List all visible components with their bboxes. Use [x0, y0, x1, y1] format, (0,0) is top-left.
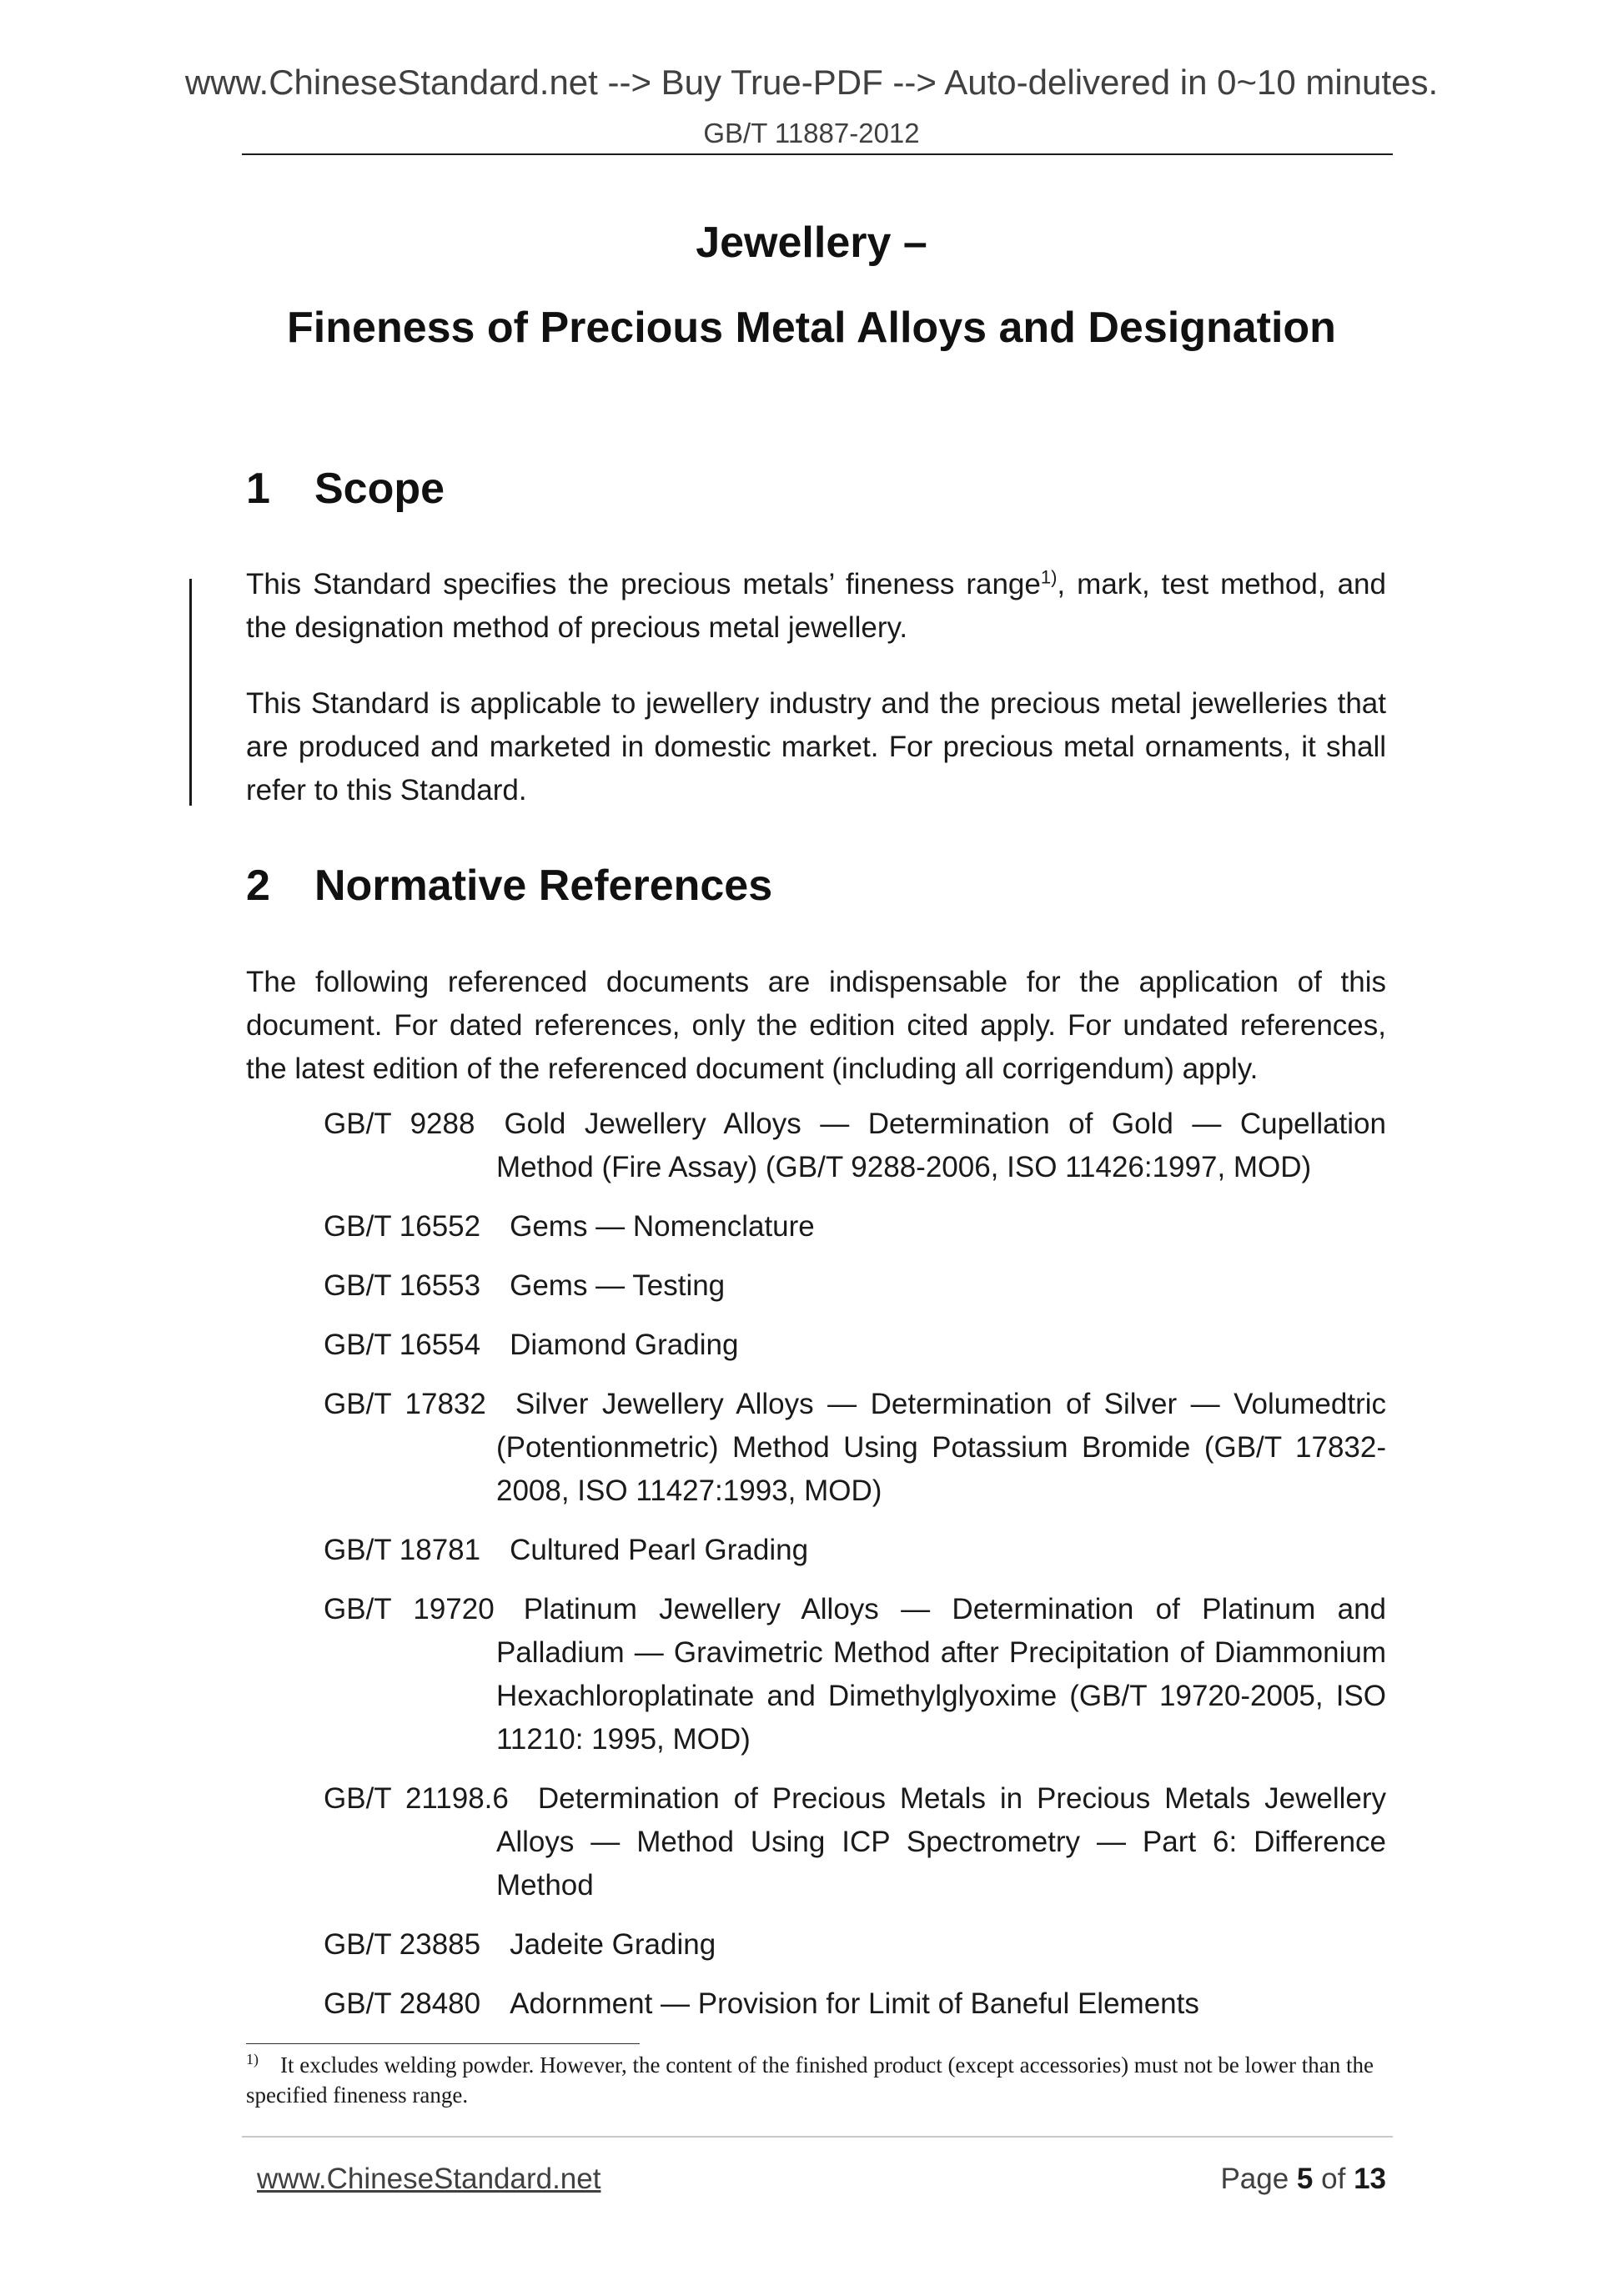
reference-code: GB/T 16552: [324, 1210, 481, 1243]
standard-code-header: GB/T 11887-2012: [703, 118, 920, 148]
current-page: 5: [1296, 2163, 1314, 2195]
reference-code: GB/T 21198.6: [324, 1782, 509, 1815]
reference-title: Adornment — Provision for Limit of Baneful Elements: [510, 1987, 1199, 2020]
reference-code: GB/T 16554: [324, 1329, 481, 1361]
reference-code: GB/T 23885: [324, 1928, 481, 1961]
scope-paragraph-2: This Standard is applicable to jewellery industry and the precious metal jewelleries that are produced and marketed in domestic market. For precious metal ornaments, it shall refer to this Standard.: [246, 687, 1386, 806]
reference-item: [324, 1923, 1386, 1967]
reference-title: Platinum Jewellery Alloys — Determination of Platinum and Palladium — Gravimetric Method after Precipitation of Diammonium Hexachloroplatinate and Dimethylglyoxime (GB/T 19720-2005, ISO 11210: 1995, MOD): [496, 1593, 1387, 1756]
footnote-mark: 1): [246, 2051, 259, 2067]
reference-item: [324, 1103, 1386, 1189]
section-2-number: 2: [246, 862, 270, 910]
reference-title: Cultured Pearl Grading: [510, 1534, 809, 1566]
reference-title: Diamond Grading: [510, 1329, 739, 1361]
reference-code: GB/T 9288: [324, 1108, 475, 1140]
reference-title: Gold Jewellery Alloys — Determination of Gold — Cupellation Method (Fire Assay) (GB/T 9288-2006, ISO 11426:1997, MOD): [496, 1108, 1386, 1183]
document-title-line1: Jewellery –: [696, 219, 927, 267]
reference-code: GB/T 17832: [324, 1388, 486, 1420]
footnote-reference: 1): [1040, 566, 1058, 588]
document-title-line2: Fineness of Precious Metal Alloys and Designation: [287, 304, 1336, 352]
normative-references-intro: The following referenced documents are indispensable for the application of this document. For dated references, only the edition cited apply. For undated references, the latest edition of the referenced document (including all corrigendum) apply.: [246, 966, 1386, 1085]
footnote-separator: [246, 2043, 640, 2044]
reference-item: [324, 1264, 1386, 1308]
reference-code: GB/T 18781: [324, 1534, 481, 1566]
reference-code: GB/T 19720: [324, 1593, 495, 1625]
reference-item: [324, 1324, 1386, 1367]
reference-item: [324, 1529, 1386, 1572]
section-2-title: Normative References: [314, 862, 773, 910]
reference-item: [324, 1777, 1386, 1907]
reference-item: [324, 1383, 1386, 1513]
revision-change-bar: [189, 579, 192, 806]
reference-title: Silver Jewellery Alloys — Determination of Silver — Volumedtric (Potentionmetric) Method Using Potassium Bromide (GB/T 17832-2008, ISO 11427:1993, MOD): [496, 1388, 1386, 1507]
reference-list: [324, 1103, 1386, 2042]
footnote: [246, 2050, 1386, 2110]
reference-code: GB/T 28480: [324, 1987, 481, 2020]
footer-website-link[interactable]: www.ChineseStandard.net: [257, 2163, 601, 2195]
top-banner: www.ChineseStandard.net --> Buy True-PDF --> Auto-delivered in 0~10 minutes.: [184, 63, 1439, 102]
page-number: Page 5 of 13: [1220, 2163, 1386, 2195]
reference-code: GB/T 16553: [324, 1269, 481, 1302]
scope-paragraph-1: This Standard specifies the precious metals’ fineness range$^{1)}$, mark, test method, and the designation method of precious metal jewellery.: [246, 566, 1386, 644]
reference-item: [324, 1982, 1386, 2026]
reference-item: [324, 1205, 1386, 1248]
header-divider: [242, 153, 1393, 155]
reference-item: [324, 1588, 1386, 1761]
reference-title: Gems — Nomenclature: [510, 1210, 815, 1243]
total-pages: 13: [1354, 2163, 1386, 2195]
reference-title: Jadeite Grading: [510, 1928, 716, 1961]
section-1-number: 1: [246, 465, 270, 513]
footnote-text: It excludes welding powder. However, the content of the finished product (except accessories) must not be lower than the specified fineness range.: [246, 2052, 1374, 2108]
section-1-title: Scope: [314, 465, 445, 513]
reference-title: Determination of Precious Metals in Precious Metals Jewellery Alloys — Method Using ICP Spectrometry — Part 6: Difference Method: [496, 1782, 1386, 1902]
section-2-heading: [246, 862, 773, 910]
reference-title: Gems — Testing: [510, 1269, 726, 1302]
section-1-heading: [246, 465, 445, 513]
footer-divider: [242, 2136, 1393, 2138]
